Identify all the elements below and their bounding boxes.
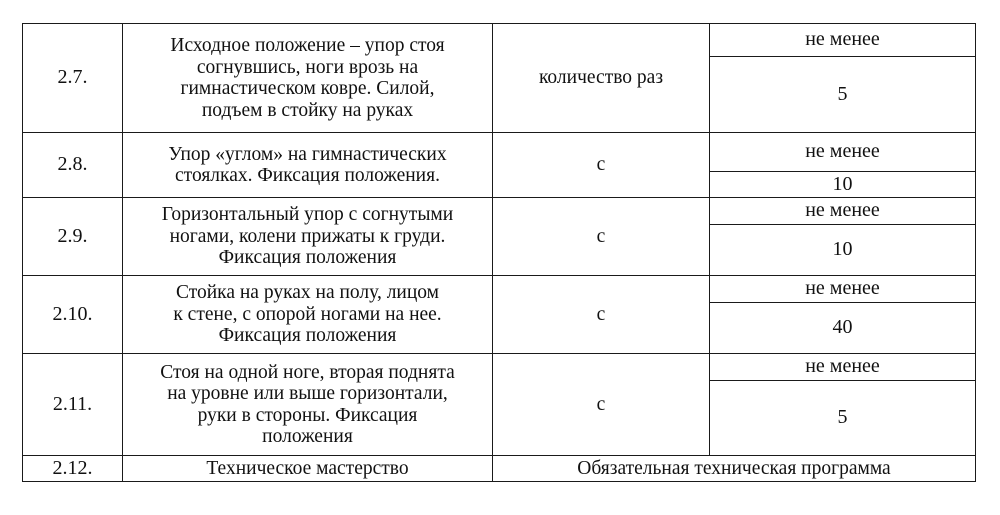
unit-cell: количество раз [493, 24, 710, 133]
table-row [23, 354, 976, 381]
value-cell: 10 [710, 172, 976, 198]
unit-cell: с [493, 276, 710, 354]
row-number: 2.10. [23, 276, 123, 354]
qualifier-cell: не менее [710, 24, 976, 57]
table-row [23, 276, 976, 303]
unit-cell: с [493, 198, 710, 276]
value-cell: 5 [710, 57, 976, 133]
qualifier-cell: не менее [710, 276, 976, 303]
exercise-description: Исходное положение – упор стоя согнувшись, ноги врозь на гимнастическом ковре. Силой, подъем в стойку на руках [123, 24, 493, 133]
row-number: 2.9. [23, 198, 123, 276]
qualifier-cell: не менее [710, 354, 976, 381]
row-number: 2.11. [23, 354, 123, 456]
value-cell: 10 [710, 225, 976, 276]
qualifier-cell: не менее [710, 133, 976, 172]
unit-cell: с [493, 354, 710, 456]
exercise-description: Упор «углом» на гимнастических стоялках. Фиксация положения. [123, 133, 493, 198]
value-cell: 5 [710, 381, 976, 456]
value-cell: 40 [710, 303, 976, 354]
row-number: 2.12. [23, 456, 123, 482]
table-row [23, 133, 976, 172]
unit-cell: с [493, 133, 710, 198]
exercise-description: Техническое мастерство [123, 456, 493, 482]
exercise-description: Стоя на одной ноге, вторая поднята на уровне или выше горизонтали, руки в стороны. Фиксация положения [123, 354, 493, 456]
table-row [23, 24, 976, 57]
row-number: 2.8. [23, 133, 123, 198]
table-row [23, 198, 976, 225]
table-row [23, 456, 976, 482]
program-cell: Обязательная техническая программа [493, 456, 976, 482]
exercise-description: Стойка на руках на полу, лицом к стене, с опорой ногами на нее. Фиксация положения [123, 276, 493, 354]
exercise-description: Горизонтальный упор с согнутыми ногами, колени прижаты к груди. Фиксация положения [123, 198, 493, 276]
row-number: 2.7. [23, 24, 123, 133]
qualifier-cell: не менее [710, 198, 976, 225]
norms-table [22, 23, 976, 482]
